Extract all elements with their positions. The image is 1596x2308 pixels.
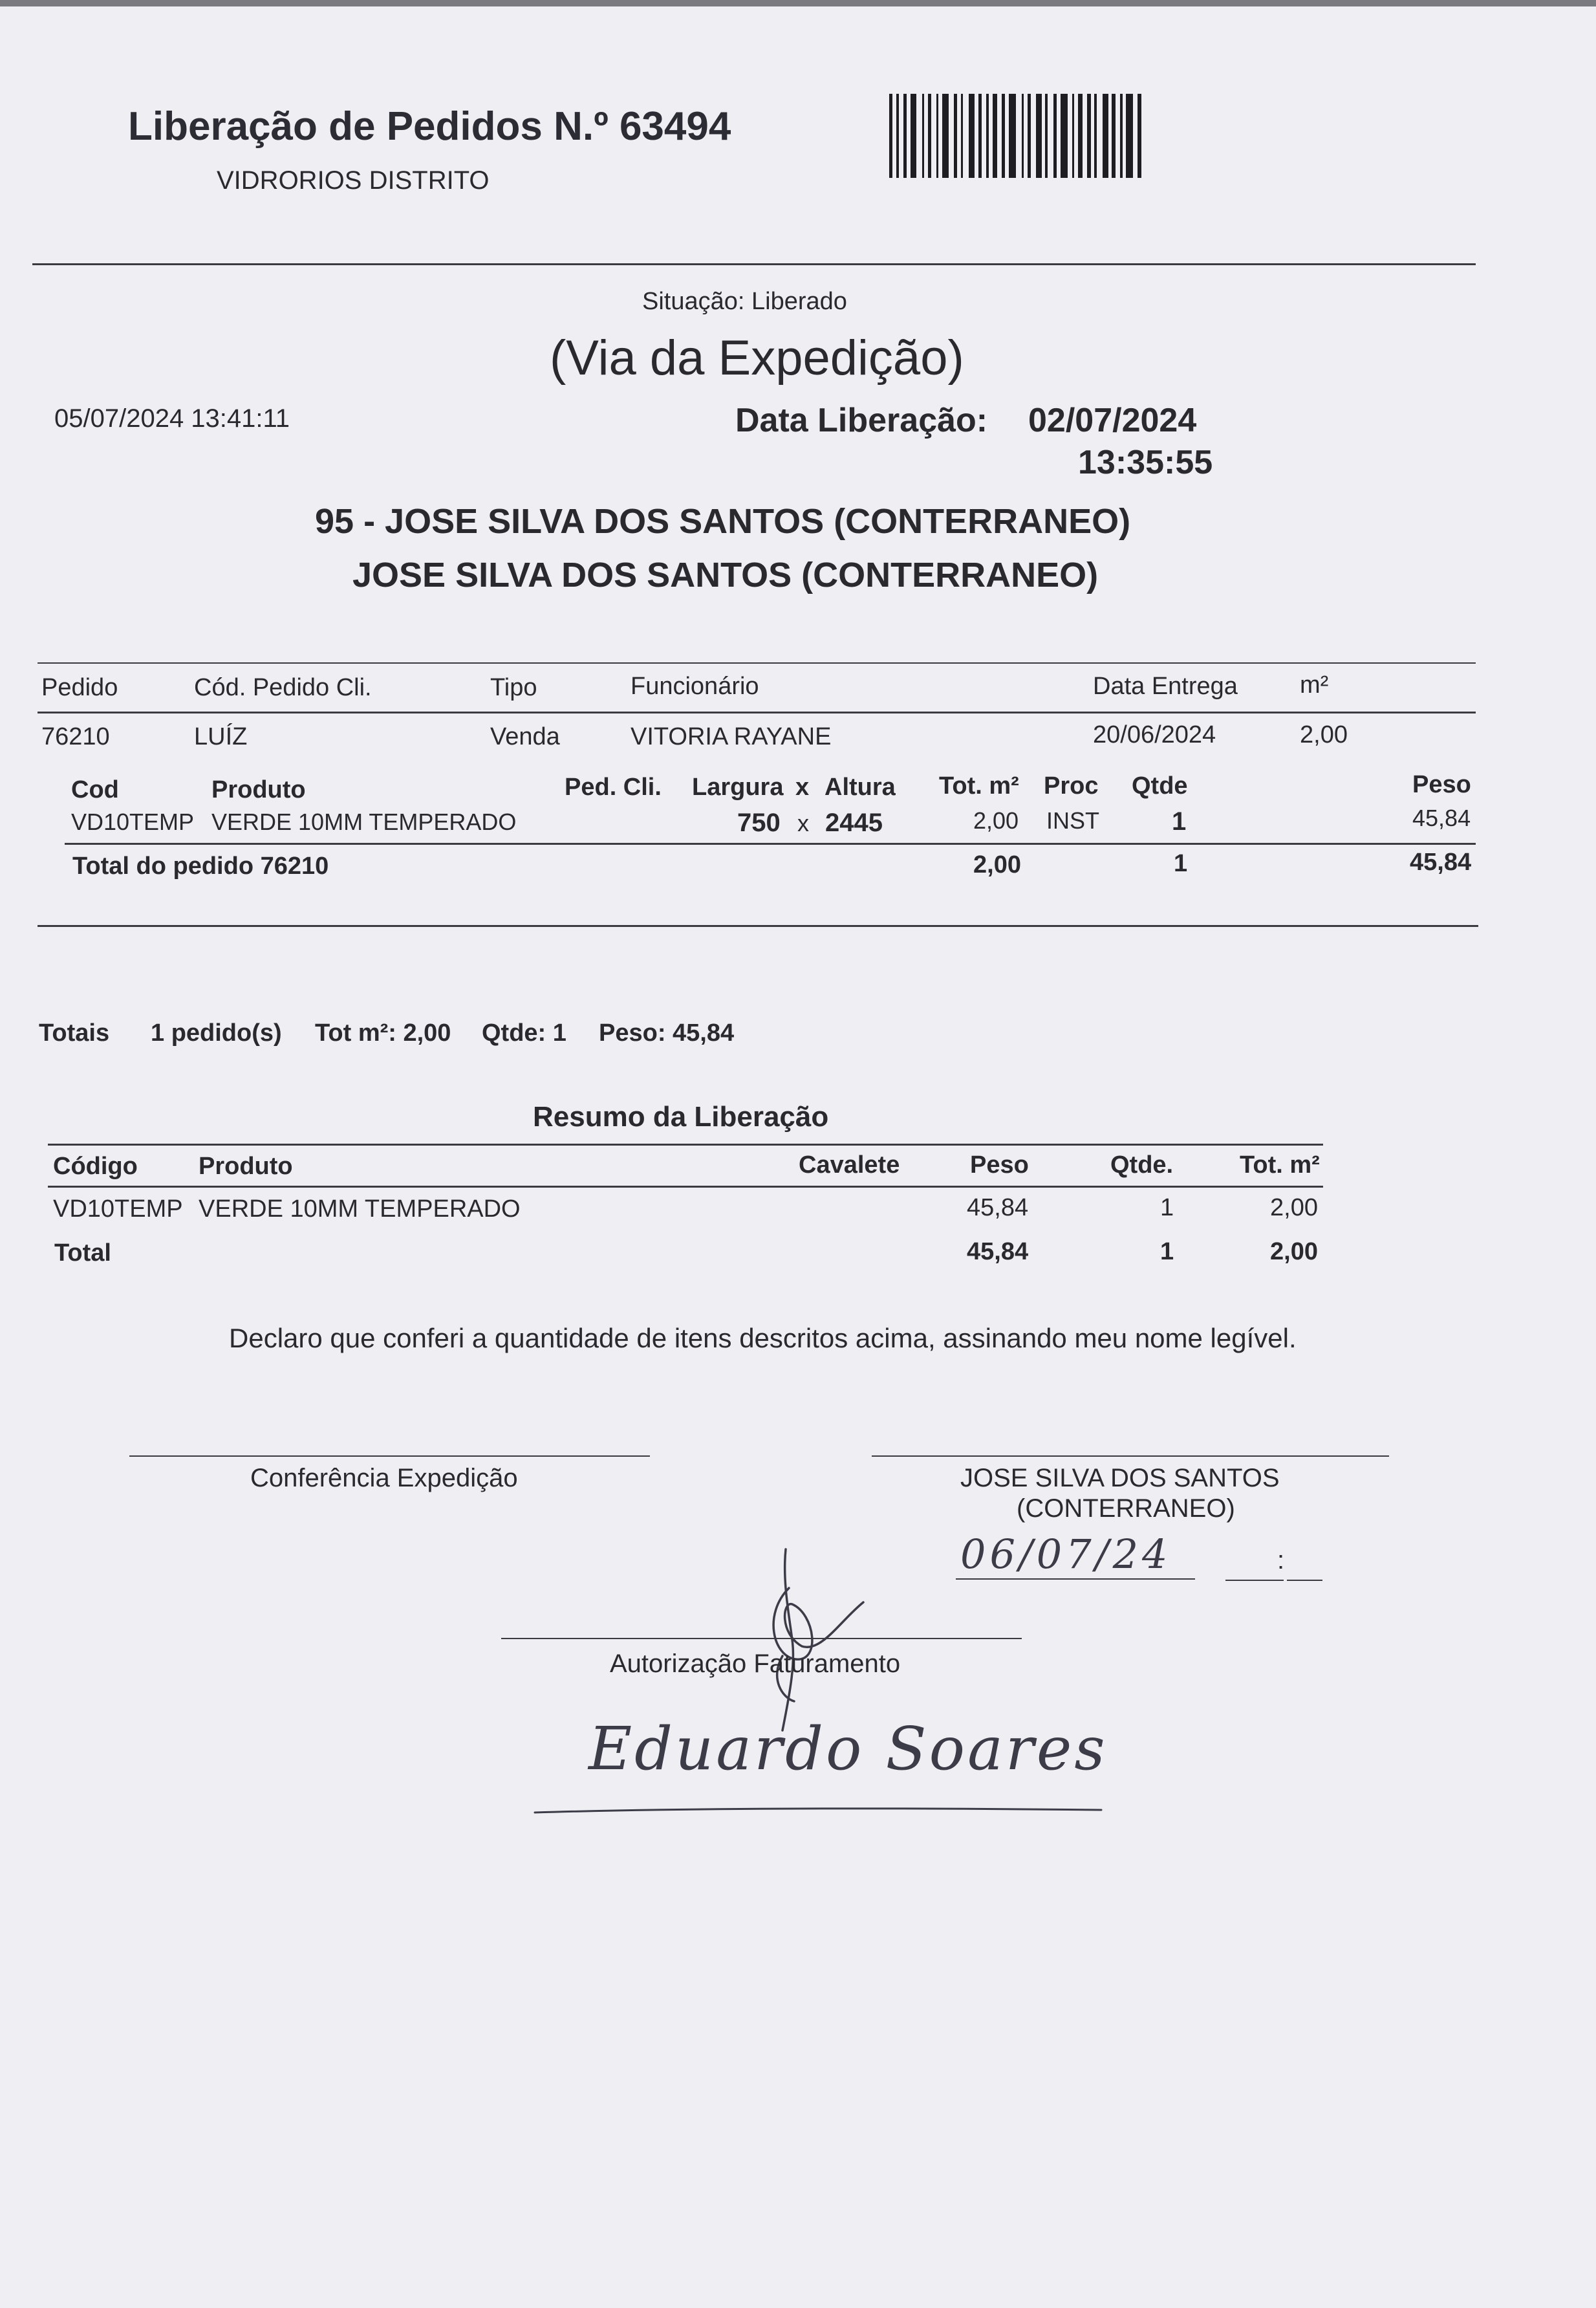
totals-peso: Peso: 45,84 [599, 1019, 735, 1047]
signature-line-client [872, 1455, 1389, 1457]
conferencia-label: Conferência Expedição [250, 1464, 518, 1492]
barcode [889, 94, 1141, 178]
barcode-bar [1078, 94, 1083, 178]
item-header-altura: Altura [825, 774, 896, 801]
signature-line-conferencia [129, 1455, 650, 1457]
client-line-2: JOSE SILVA DOS SANTOS (CONTERRANEO) [352, 556, 1099, 594]
item-header-tot-m2: Tot. m² [939, 772, 1019, 800]
barcode-bar [1133, 94, 1138, 178]
item-header-cod: Cod [71, 776, 119, 803]
declaration-text: Declaro que conferi a quantidade de itens descritos acima, assinando meu nome legível. [229, 1323, 1297, 1353]
barcode-bar [1016, 94, 1022, 178]
totals-pedidos: 1 pedido(s) [151, 1019, 282, 1047]
barcode-bar [1138, 94, 1141, 178]
order-total-label: Total do pedido 76210 [72, 853, 329, 880]
client-signature-name-1: JOSE SILVA DOS SANTOS [960, 1464, 1280, 1492]
barcode-bar [916, 94, 922, 178]
barcode-bar [993, 94, 997, 178]
summary-header-produto: Produto [199, 1153, 293, 1180]
barcode-bar [982, 94, 986, 178]
summary-header-tot-m2: Tot. m² [1240, 1151, 1320, 1179]
barcode-bar [997, 94, 1002, 178]
summary-header-qtde: Qtde. [1110, 1151, 1174, 1179]
item-cell-x: x [797, 810, 809, 836]
order-header-m2: m² [1300, 671, 1329, 699]
barcode-bar [899, 94, 903, 178]
barcode-bar [1036, 94, 1042, 178]
item-cell-peso: 45,84 [1412, 805, 1471, 831]
totals-qtde: Qtde: 1 [482, 1019, 566, 1047]
barcode-bar [1116, 94, 1120, 178]
order-cell-tipo: Venda [490, 723, 560, 750]
barcode-bar [931, 94, 936, 178]
status-text: Situação: Liberado [642, 288, 847, 315]
totals-m2: Tot m²: 2,00 [315, 1019, 451, 1047]
order-cell-m2: 2,00 [1300, 721, 1348, 748]
barcode-bar [1061, 94, 1068, 178]
item-header-peso: Peso [1412, 771, 1471, 798]
order-cell-pedido: 76210 [41, 723, 110, 750]
copy-label: (Via da Expedição) [550, 331, 964, 386]
item-total-border [65, 843, 1476, 845]
barcode-bar [963, 94, 969, 178]
document-page [0, 6, 1596, 2308]
item-header-largura: Largura [692, 774, 784, 801]
item-header-produto: Produto [211, 776, 306, 803]
order-header-cod-cli: Cód. Pedido Cli. [194, 674, 372, 701]
barcode-bar [969, 94, 975, 178]
signature-line-autorizacao [501, 1638, 1022, 1639]
barcode-bar [1009, 94, 1016, 178]
item-header-qtde: Qtde [1132, 772, 1188, 800]
summary-cell-peso: 45,84 [967, 1194, 1029, 1221]
barcode-bar [1068, 94, 1072, 178]
autorizacao-label: Autorização Faturamento [610, 1649, 901, 1678]
order-header-data-entrega: Data Entrega [1093, 673, 1238, 700]
summary-top-border [48, 1144, 1323, 1146]
totals-label: Totais [39, 1019, 110, 1047]
summary-total-label: Total [54, 1239, 111, 1267]
handwritten-date: 06/07/24 [960, 1530, 1172, 1578]
divider [38, 925, 1478, 927]
company-name: VIDRORIOS DISTRITO [217, 166, 490, 195]
item-cell-altura: 2445 [825, 809, 883, 837]
client-line-1: 95 - JOSE SILVA DOS SANTOS (CONTERRANEO) [315, 502, 1131, 541]
date-line [956, 1578, 1195, 1580]
summary-header-peso: Peso [970, 1151, 1029, 1179]
table-top-border [38, 662, 1476, 664]
item-header-x: x [795, 774, 810, 801]
summary-header-cavalete: Cavalete [799, 1151, 900, 1179]
order-cell-funcionario: VITORIA RAYANE [631, 723, 832, 750]
print-datetime: 05/07/2024 13:41:11 [54, 404, 290, 433]
barcode-bar [1103, 94, 1108, 178]
summary-total-tot-m2: 2,00 [1270, 1238, 1318, 1265]
table-header-border [38, 712, 1476, 713]
summary-cell-qtde: 1 [1160, 1194, 1174, 1221]
item-cell-tot-m2: 2,00 [973, 807, 1019, 834]
order-cell-data-entrega: 20/06/2024 [1093, 721, 1216, 748]
item-cell-produto: VERDE 10MM TEMPERADO [211, 809, 517, 835]
summary-header-codigo: Código [53, 1153, 138, 1180]
item-cell-cod: VD10TEMP [71, 809, 195, 835]
barcode-bar [911, 94, 916, 178]
summary-header-border [48, 1186, 1323, 1188]
authorization-signature [744, 1543, 886, 1743]
barcode-bar [1083, 94, 1087, 178]
client-signature-name-2: (CONTERRANEO) [1017, 1494, 1235, 1523]
order-cell-cod-cli: LUÍZ [194, 723, 248, 750]
order-header-tipo: Tipo [490, 674, 537, 701]
order-header-funcionario: Funcionário [631, 673, 759, 700]
order-total-m2: 2,00 [973, 851, 1021, 878]
barcode-bar [1048, 94, 1053, 178]
summary-total-qtde: 1 [1160, 1238, 1174, 1265]
item-header-ped-cli: Ped. Cli. [565, 774, 662, 801]
summary-cell-tot-m2: 2,00 [1270, 1194, 1318, 1221]
item-header-proc: Proc [1044, 772, 1099, 800]
divider [32, 263, 1476, 265]
handwritten-name-signature: Eduardo Soares [588, 1714, 1108, 1783]
barcode-bar [1126, 94, 1133, 178]
barcode-bar [1031, 94, 1035, 178]
time-line-hours [1225, 1580, 1284, 1581]
order-header-pedido: Pedido [41, 674, 118, 701]
item-cell-proc: INST [1046, 807, 1100, 834]
release-date: 02/07/2024 [1028, 402, 1197, 439]
item-cell-qtde: 1 [1172, 807, 1187, 836]
summary-total-peso: 45,84 [967, 1238, 1029, 1265]
release-time: 13:35:55 [1078, 444, 1213, 481]
barcode-bar [942, 94, 949, 178]
barcode-bar [1097, 94, 1103, 178]
order-total-qtde: 1 [1174, 850, 1188, 877]
summary-cell-produto: VERDE 10MM TEMPERADO [199, 1195, 521, 1223]
release-label: Data Liberação: [735, 402, 988, 439]
order-total-peso: 45,84 [1410, 849, 1472, 876]
summary-title: Resumo da Liberação [533, 1101, 829, 1133]
summary-cell-codigo: VD10TEMP [53, 1195, 183, 1223]
item-cell-largura: 750 [737, 809, 781, 837]
document-title: Liberação de Pedidos N.º 63494 [128, 104, 731, 149]
barcode-bar [949, 94, 953, 178]
time-separator: : [1277, 1546, 1285, 1574]
time-line-minutes [1287, 1580, 1322, 1581]
signature-underline [534, 1805, 1103, 1818]
